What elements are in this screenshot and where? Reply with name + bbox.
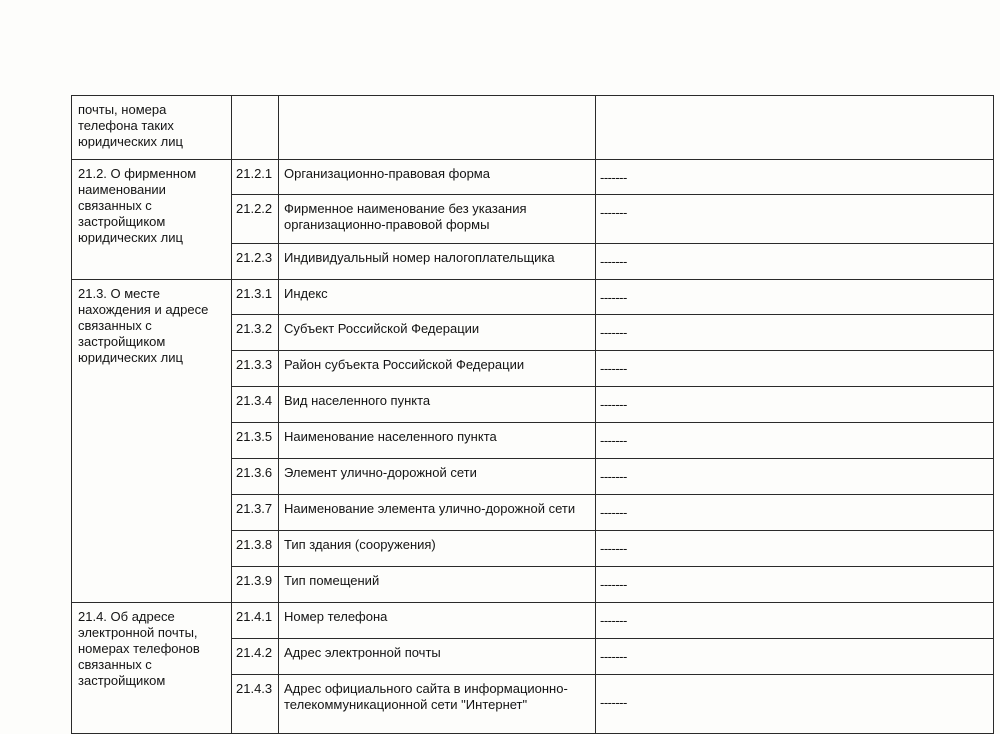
code-cell: 21.3.9	[232, 567, 279, 603]
value-cell: -------	[596, 160, 994, 195]
name-cell: Наименование населенного пункта	[279, 423, 596, 459]
code-cell: 21.4.3	[232, 675, 279, 734]
table-row	[72, 603, 994, 639]
code-cell: 21.4.2	[232, 639, 279, 675]
section-title-cell: 21.3. О месте нахождения и адресе связанных с застройщиком юридических лиц	[72, 280, 232, 603]
name-cell: Индекс	[279, 280, 596, 315]
value-cell: -------	[596, 495, 994, 531]
value-cell: -------	[596, 531, 994, 567]
table-row	[72, 280, 994, 315]
code-cell: 21.4.1	[232, 603, 279, 639]
code-cell: 21.2.3	[232, 244, 279, 280]
section-title-cell: 21.2. О фирменном наименовании связанных с застройщиком юридических лиц	[72, 160, 232, 280]
code-cell	[232, 96, 279, 160]
value-cell: -------	[596, 639, 994, 675]
code-cell: 21.3.7	[232, 495, 279, 531]
table-row	[72, 160, 994, 195]
code-cell: 21.2.1	[232, 160, 279, 195]
value-cell: -------	[596, 423, 994, 459]
name-cell: Наименование элемента улично-дорожной сети	[279, 495, 596, 531]
name-cell: Адрес электронной почты	[279, 639, 596, 675]
value-cell: -------	[596, 387, 994, 423]
name-cell: Район субъекта Российской Федерации	[279, 351, 596, 387]
name-cell: Индивидуальный номер налогоплательщика	[279, 244, 596, 280]
value-cell: -------	[596, 244, 994, 280]
disclosure-table	[71, 95, 994, 734]
name-cell: Тип здания (сооружения)	[279, 531, 596, 567]
name-cell: Субъект Российской Федерации	[279, 315, 596, 351]
name-cell: Организационно-правовая форма	[279, 160, 596, 195]
name-cell: Номер телефона	[279, 603, 596, 639]
name-cell: Адрес официального сайта в информационно-телекоммуникационной сети "Интернет"	[279, 675, 596, 734]
value-cell: -------	[596, 459, 994, 495]
value-cell	[596, 96, 994, 160]
value-cell: -------	[596, 675, 994, 734]
section-title-cell: 21.4. Об адресе электронной почты, номерах телефонов связанных с застройщиком	[72, 603, 232, 734]
name-cell: Фирменное наименование без указания организационно-правовой формы	[279, 195, 596, 244]
name-cell: Тип помещений	[279, 567, 596, 603]
code-cell: 21.3.5	[232, 423, 279, 459]
code-cell: 21.3.1	[232, 280, 279, 315]
value-cell: -------	[596, 351, 994, 387]
value-cell: -------	[596, 315, 994, 351]
code-cell: 21.2.2	[232, 195, 279, 244]
value-cell: -------	[596, 280, 994, 315]
name-cell: Вид населенного пункта	[279, 387, 596, 423]
table-row	[72, 96, 994, 160]
section-title-cell: почты, номера телефона таких юридических лиц	[72, 96, 232, 160]
value-cell: -------	[596, 195, 994, 244]
name-cell: Элемент улично-дорожной сети	[279, 459, 596, 495]
code-cell: 21.3.4	[232, 387, 279, 423]
code-cell: 21.3.6	[232, 459, 279, 495]
code-cell: 21.3.2	[232, 315, 279, 351]
code-cell: 21.3.8	[232, 531, 279, 567]
value-cell: -------	[596, 603, 994, 639]
value-cell: -------	[596, 567, 994, 603]
code-cell: 21.3.3	[232, 351, 279, 387]
name-cell	[279, 96, 596, 160]
